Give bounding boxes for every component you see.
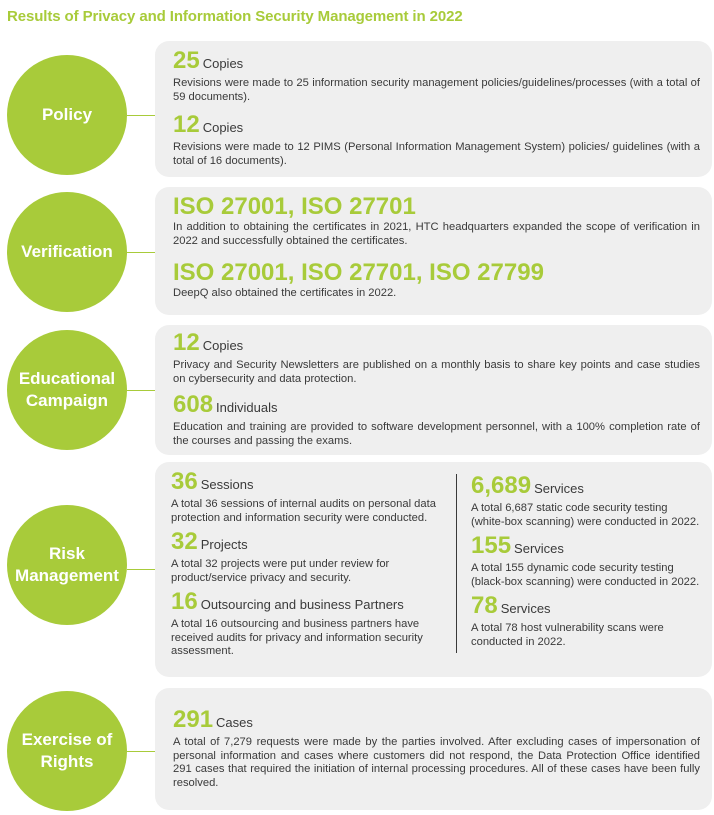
risk-column-left [171, 470, 456, 659]
stat-description: Revisions were made to 12 PIMS (Personal Information Management System) policies/ guidelines (with a total of 16 documents). [173, 141, 700, 167]
connector-line [127, 252, 156, 253]
category-label: Exercise of [21, 730, 113, 749]
stat-unit: Sessions [200, 477, 254, 492]
stat-description: Education and training are provided to software development personnel, with a 100% completion rate of the courses and passing the exams. [173, 421, 700, 447]
stat-item [471, 594, 702, 649]
stat-number: 6,689 [471, 472, 532, 499]
stat-description: A total 16 outsourcing and business partners have received audits for privacy and information security assessment. [171, 618, 423, 657]
page-title: Results of Privacy and Information Security Management in 2022 [7, 8, 463, 25]
panel-exercise-of-rights [155, 688, 712, 810]
category-label: Verification [21, 242, 113, 261]
stat-item [173, 708, 700, 790]
stat-description: A total of 7,279 requests were made by the parties involved. After excluding cases of impersonation of personal information and cases where customers did not respond, the Data Protection Office identified 291 cases that required the initiation of internal processing procedures. All of these cases have been fully resolved. [173, 736, 700, 789]
connector-line [127, 751, 156, 752]
stat-description: A total 36 sessions of internal audits on personal data protection and information security were conducted. [171, 498, 436, 524]
stat-unit: Cases [216, 715, 253, 730]
stat-unit: Projects [200, 537, 248, 552]
stat-unit: Services [514, 541, 564, 556]
stat-number: 78 [471, 592, 498, 619]
stat-number: 32 [171, 528, 198, 555]
stat-description: Privacy and Security Newsletters are published on a monthly basis to share key points and case studies on cybersecurity and data protection. [173, 359, 700, 385]
category-label: Policy [41, 105, 93, 124]
stat-description: A total 155 dynamic code security testing (black-box scanning) were conducted in 2022. [471, 562, 700, 588]
category-circle-verification [7, 192, 127, 312]
stat-item [173, 259, 700, 301]
category-circle-educational-campaign [7, 330, 127, 450]
connector-line [127, 390, 156, 391]
stat-item [171, 470, 446, 525]
risk-column-right [456, 474, 702, 653]
stat-unit: Services [534, 481, 584, 496]
stat-unit: Copies [202, 338, 244, 353]
stat-description: A total 32 projects were put under review for product/service privacy and security. [171, 558, 390, 584]
connector-line [127, 115, 156, 116]
stat-unit: Outsourcing and business Partners [200, 597, 404, 612]
stat-item [171, 530, 446, 585]
category-label: Management [15, 566, 119, 585]
stat-item [171, 590, 446, 659]
stat-number: 12 [173, 111, 200, 138]
category-label: Campaign [25, 391, 109, 410]
stat-description: In addition to obtaining the certificates in 2021, HTC headquarters expanded the scope of verification in 2022 and successfully obtained the certificates. [173, 221, 700, 247]
stat-item [173, 193, 700, 248]
stat-description: Revisions were made to 25 information security management policies/guidelines/processes (with a total of 59 documents). [173, 77, 700, 103]
stat-number: 155 [471, 532, 512, 559]
stat-number: 291 [173, 706, 214, 733]
stat-number: 608 [173, 391, 214, 418]
stat-unit: Copies [202, 56, 244, 71]
category-circle-exercise-of-rights [7, 691, 127, 811]
stat-description: A total 78 host vulnerability scans were conducted in 2022. [471, 622, 664, 648]
stat-number: 12 [173, 329, 200, 356]
stat-unit: Individuals [216, 400, 278, 415]
stat-item [173, 113, 700, 168]
stat-item [471, 534, 702, 589]
category-circle-risk-management [7, 505, 127, 625]
connector-line [127, 569, 156, 570]
stat-description: DeepQ also obtained the certificates in 2022. [173, 287, 397, 299]
category-label: Risk [49, 544, 85, 563]
stat-number: 25 [173, 47, 200, 74]
category-label: Educational [18, 369, 116, 388]
category-label: Rights [40, 752, 94, 771]
stat-description: A total 6,687 static code security testing (white-box scanning) were conducted in 2022. [471, 502, 700, 528]
stat-item [173, 331, 700, 386]
certification-headline: ISO 27001, ISO 27701, ISO 27799 [173, 259, 544, 286]
stat-item [173, 49, 700, 104]
panel-educational-campaign [155, 325, 712, 455]
panel-policy [155, 41, 712, 177]
stat-unit: Copies [202, 120, 244, 135]
category-circle-policy [7, 55, 127, 175]
panel-risk-management [155, 462, 712, 677]
stat-number: 36 [171, 468, 198, 495]
certification-headline: ISO 27001, ISO 27701 [173, 193, 416, 220]
stat-number: 16 [171, 588, 198, 615]
stat-item [471, 474, 702, 529]
stat-item [173, 393, 700, 448]
panel-verification [155, 187, 712, 315]
stat-unit: Services [500, 601, 551, 616]
